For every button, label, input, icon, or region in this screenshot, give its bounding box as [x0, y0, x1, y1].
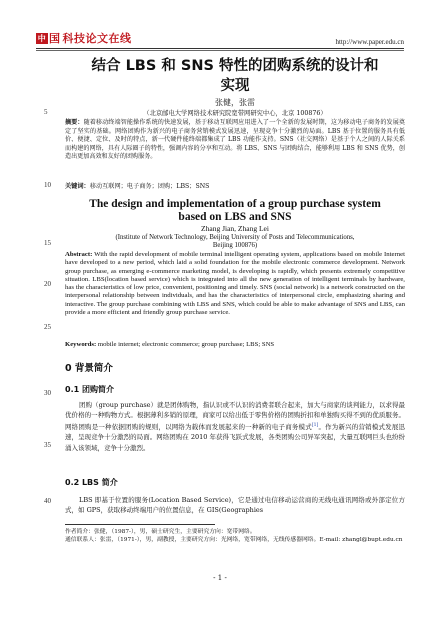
english-keywords-text: mobile internet; electronic commerce; group purchase; LBS; SNS [97, 341, 275, 348]
english-authors: Zhang Jian, Zhang Lei [201, 224, 269, 233]
footnote-line: 作者简介：张健，（1987-），男，硕士研究生，主要研究方向：宽带网络。 [65, 529, 256, 535]
chinese-abstract-text: 随着移动终端智能操作系统的快速发展，基于移动互联网应用进入了一个全新的发展时期，这为移动电子商务的发展奠定了坚实的基础。网络团购作为新兴的电子商务营销模式发展迅速，呈现竞争十分激烈的局面。LBS 基于位置的服务具有低价、便捷、定位、及时的特点，新一代硬件能终端都集成了 LBS 功能作支持。SNS（社交网络）是基于个人之间的人际关系而构建的网络，具有人际圈子的特性，强调内容的分享和互动。将 LBS、SNS 与团购结合，能够利用 LBS 和 SNS 优势，创造出更加高效和友好的团购服务。 [65, 119, 406, 161]
chinese-keywords-text: 移动互联网；电子商务；团购；LBS；SNS [89, 183, 210, 190]
body-paragraph: LBS 即基于位置的服务(Location Based Service)，它是通过电信移动运营商的无线电通讯网络或外部定位方式，如 GPS，获取移动终端用户的位置信息，在 GIS(Geographies [65, 496, 405, 515]
chinese-title [60, 56, 410, 96]
chinese-keywords-label: 关键词： [65, 183, 90, 190]
english-abstract-label: Abstract: [65, 251, 93, 258]
chinese-title-line: 实现 [220, 78, 250, 94]
english-title [60, 198, 410, 224]
body-paragraph [65, 400, 405, 453]
logo-mark-second: 国 [49, 32, 61, 45]
section-heading: 0 背景简介 [65, 363, 113, 374]
chinese-abstract [65, 119, 405, 162]
header-rule [36, 48, 404, 49]
header-rule-thin [36, 50, 404, 51]
english-abstract [65, 251, 405, 317]
logo-text: 科技论文在线 [62, 32, 132, 45]
english-abstract-text: With the rapid development of mobile terminal intelligent operating system, applications based on mobile Internet have developed to a new period, which laid a solid foundation for the mobile electronic commerce development. Network group purchase, as emerging e-commerce marketing model, is developing is rapidly, which presents extremely competitive situation. LBS(location based service) which is integrated into all the new generation of intelligent terminals by hardware, has the characteristics of low price, convenient, positioning and timely. SNS (social network) is a network constructed on the interpersonal relationship between individuals, and has the characteristics of interpersonal circle, emphasizing sharing and interactive. The group purchase combining with LBS and SNS, which could be able to make advantage of SNS and LBS, can provide a more efficient and friendly group purchase service. [65, 251, 405, 316]
english-title-line: based on LBS and SNS [178, 211, 292, 223]
site-url[interactable]: http://www.paper.edu.cn [335, 38, 404, 46]
english-affiliation-line: Beijing 100876) [212, 242, 258, 249]
line-number: 30 [44, 389, 51, 397]
page-number: - 1 - [213, 574, 227, 582]
line-number: 5 [44, 108, 48, 116]
line-number: 25 [44, 323, 51, 331]
line-number: 15 [44, 239, 51, 247]
subsection-heading: 0.2 LBS 简介 [65, 478, 118, 487]
logo-mark: 中 [37, 33, 47, 43]
body-text: 团购（group purchase）就是团体购物，指认识或不认识的消费者联合起来，加大与商家的谈判能力，以求得最优价格的一种购物方式。根据薄利多销的原理，商家可以给出低于零售价格的团购折扣和单独购买得不到的优质服务。网络团购是一种依据团购的规则，以网络为载体而发展起来的一种新的电子商务模式 [65, 401, 405, 431]
english-keywords-label: Keywords: [65, 341, 97, 348]
english-title-line: The design and implementation of a group purchase system [89, 198, 381, 210]
line-number: 10 [44, 181, 51, 189]
footnote [65, 528, 405, 544]
line-number: 40 [44, 497, 51, 505]
publisher-logo [36, 30, 132, 46]
page-header [36, 30, 404, 46]
footnote-line: 通信联系人：张雷，（1971-），男，副教授，主要研究方向：光网络，宽带网络，无线传感器网络。E-mail: zhangl@bupt.edu.cn [65, 537, 403, 544]
body-text: 。作为新兴的营销模式发展迅速，呈现竞争十分激烈的局面。网络团购在 2010 年获得飞跃式发展，各类团购公司异军突起，大量互联网巨头也纷纷涌入该领域，竞争十分激烈。 [65, 422, 406, 452]
english-keywords [65, 341, 405, 348]
english-affiliation-line: (Institute of Network Technology, Beijing University of Posts and Telecommunications, [115, 234, 355, 241]
footnote-rule [65, 524, 215, 525]
subsection-heading: 0.1 团购简介 [65, 385, 114, 394]
line-number: 20 [44, 280, 51, 288]
english-affiliation [60, 234, 410, 250]
chinese-title-line: 结合 LBS 和 SNS 特性的团购系统的设计和 [91, 58, 379, 74]
chinese-keywords [65, 181, 405, 190]
citation-link[interactable]: [1] [311, 422, 319, 428]
chinese-abstract-label: 摘要： [65, 119, 84, 126]
chinese-authors: 张健，张雷 [215, 98, 255, 107]
chinese-affiliation: （北京邮电大学网络技术研究院宽带网研究中心，北京 100876） [143, 110, 327, 117]
line-number: 35 [44, 441, 51, 449]
